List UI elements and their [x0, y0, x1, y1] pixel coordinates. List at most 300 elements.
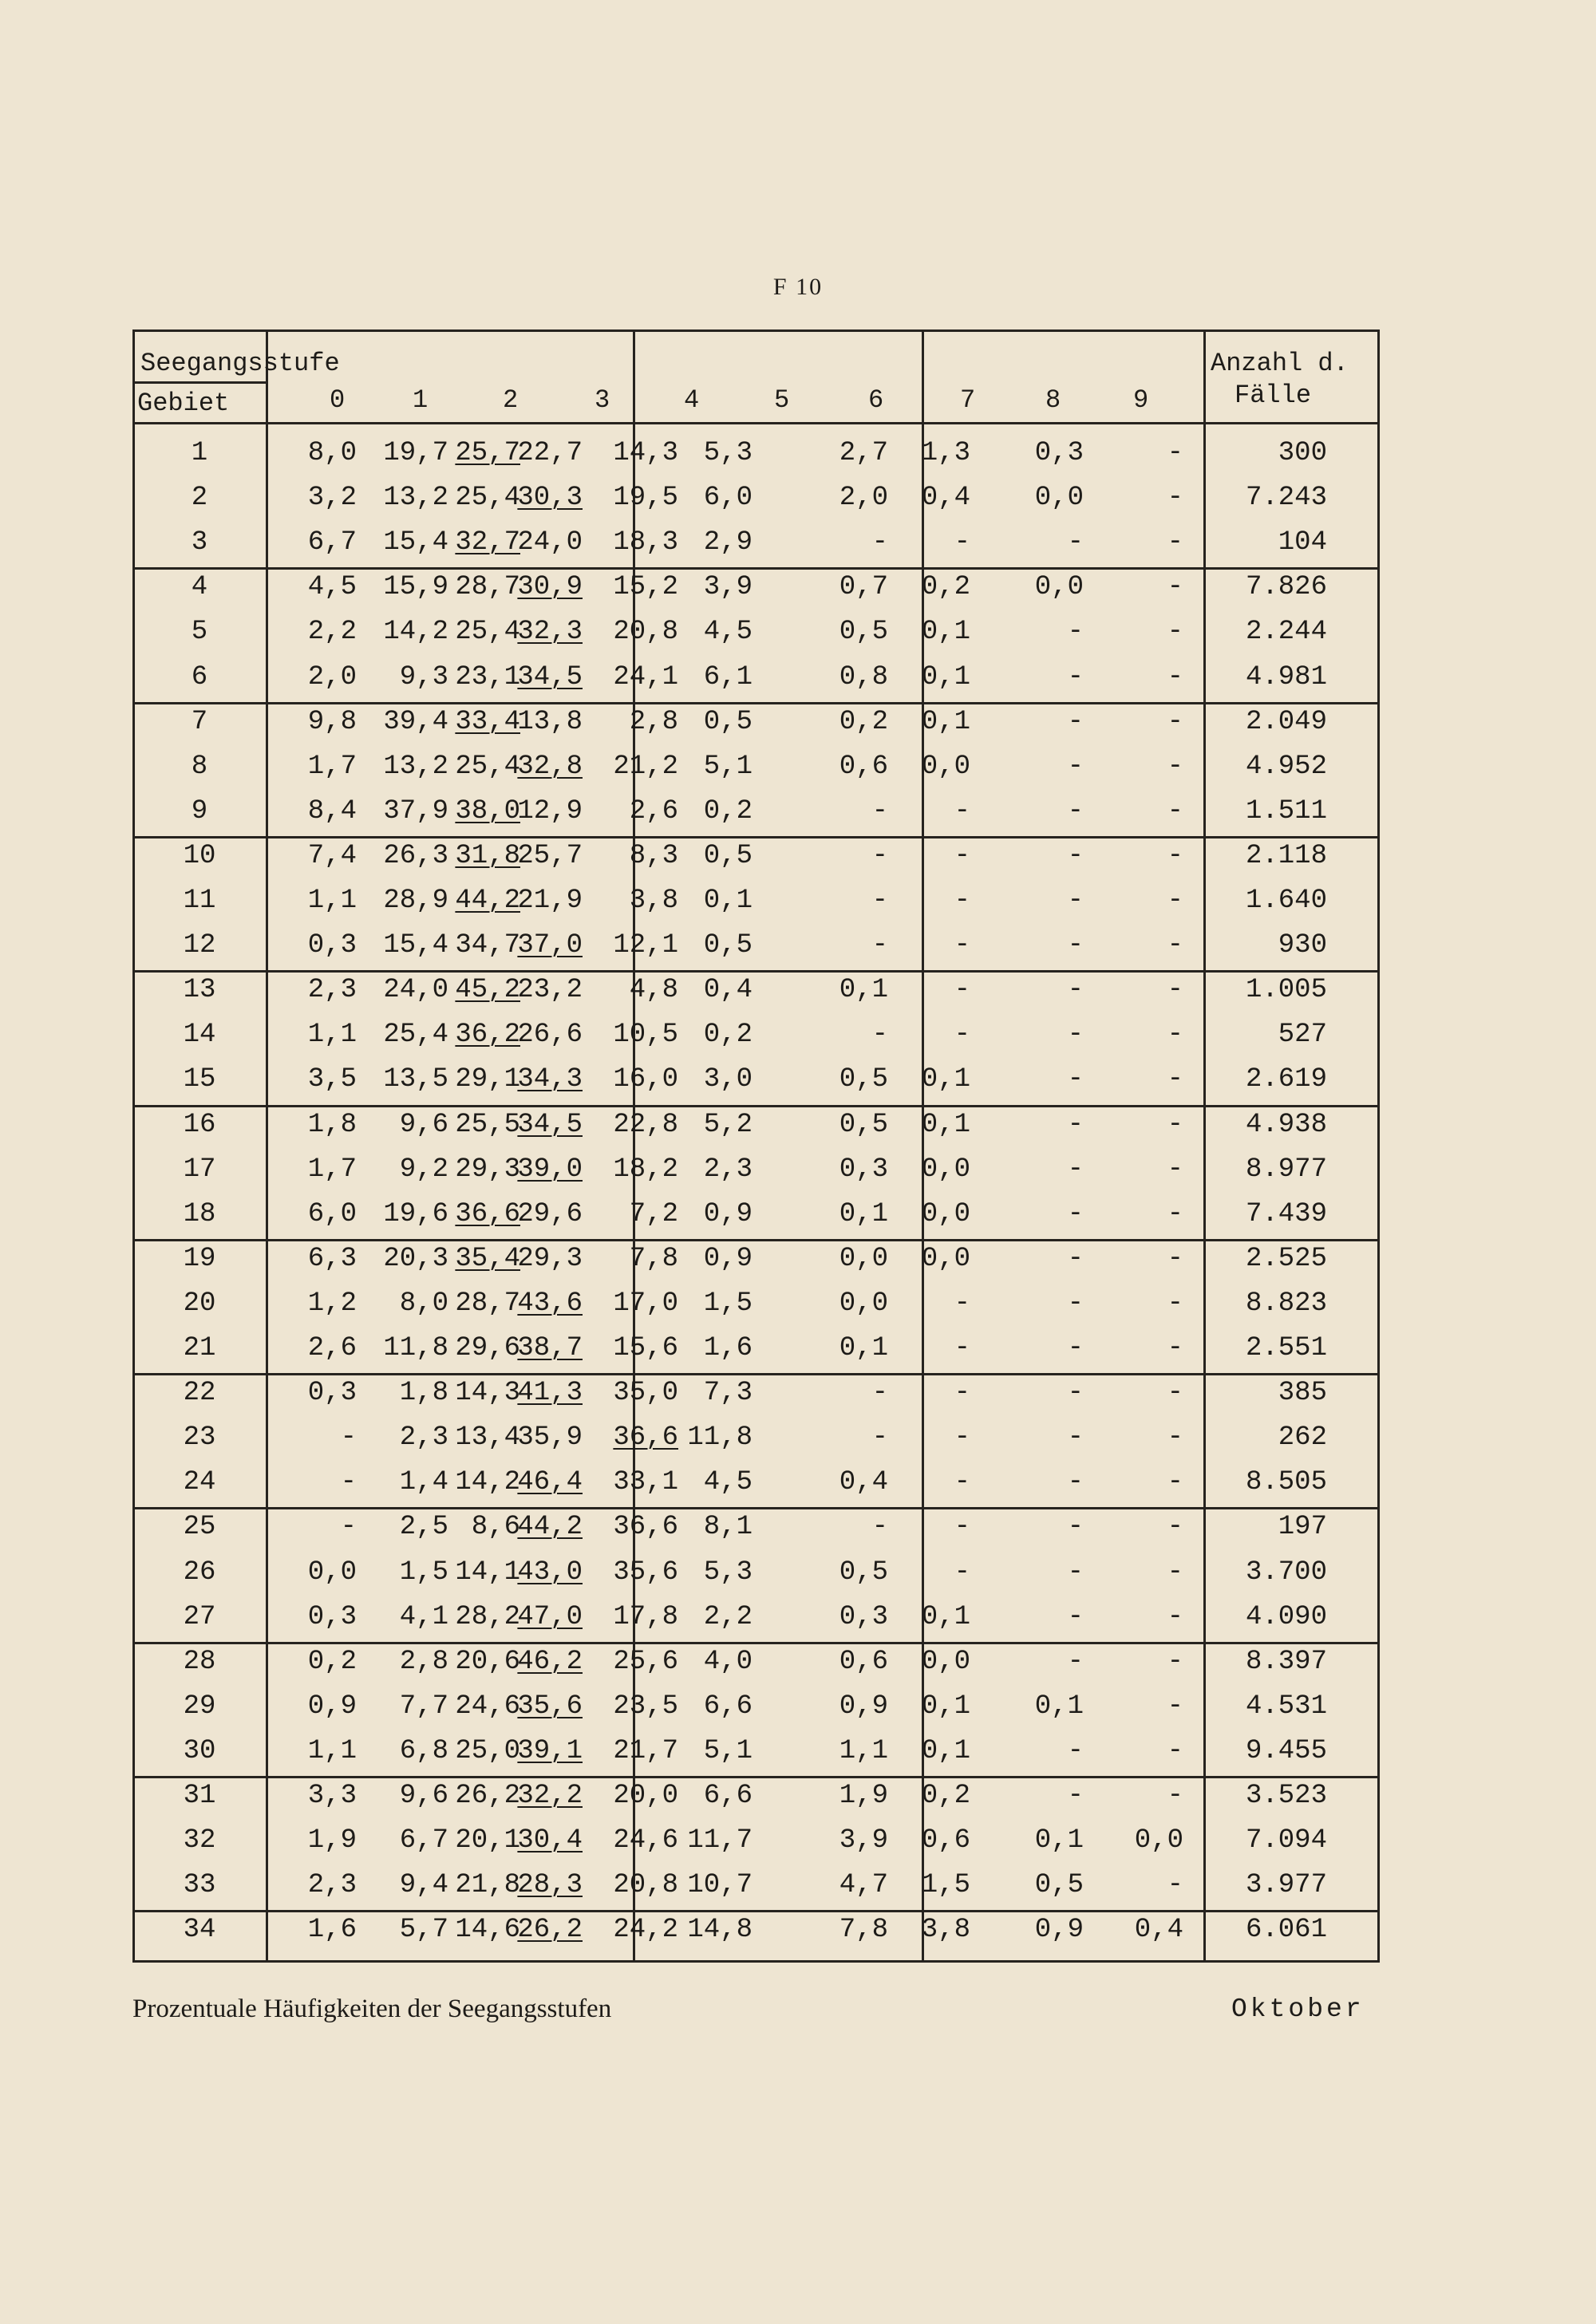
- value-cell-stufe-3: 21,9: [517, 886, 583, 916]
- value-cell-stufe-6: -: [871, 527, 888, 558]
- value-cell-stufe-1: 1,8: [399, 1378, 448, 1408]
- value-cell-stufe-4: 19,5: [613, 483, 678, 513]
- value-cell-stufe-7: -: [954, 1512, 970, 1542]
- anzahl-cell: 262: [1278, 1422, 1327, 1453]
- value-cell-stufe-5: 6,6: [703, 1781, 753, 1811]
- header-anzahl: Anzahl d.: [1211, 349, 1349, 378]
- value-cell-stufe-2: 33,4: [455, 707, 520, 737]
- value-cell-stufe-1: 28,9: [383, 886, 448, 916]
- value-cell-stufe-3: 23,2: [517, 975, 583, 1005]
- value-cell-stufe-8: 0,0: [1034, 572, 1084, 602]
- value-cell-stufe-3: 37,0: [517, 930, 583, 961]
- value-cell-stufe-8: -: [1067, 1199, 1084, 1229]
- value-cell-stufe-6: 0,5: [839, 1110, 888, 1140]
- value-cell-stufe-5: 6,0: [703, 483, 753, 513]
- value-cell-stufe-0: 6,3: [307, 1244, 357, 1274]
- gebiet-cell: 12: [183, 930, 216, 961]
- value-cell-stufe-0: 1,1: [307, 886, 357, 916]
- value-cell-stufe-6: 7,8: [839, 1915, 888, 1945]
- gebiet-cell: 10: [183, 841, 216, 871]
- header-gebiet: Gebiet: [137, 389, 230, 418]
- value-cell-stufe-0: 9,8: [307, 707, 357, 737]
- value-cell-stufe-0: 6,0: [307, 1199, 357, 1229]
- value-cell-stufe-8: -: [1067, 1557, 1084, 1588]
- value-cell-stufe-6: 0,1: [839, 975, 888, 1005]
- value-cell-stufe-3: 30,4: [517, 1825, 583, 1856]
- anzahl-cell: 2.551: [1245, 1333, 1327, 1363]
- value-cell-stufe-4: 35,0: [613, 1378, 678, 1408]
- header-stufe-6: 6: [868, 385, 884, 415]
- value-cell-stufe-0: 8,0: [307, 438, 357, 468]
- value-cell-stufe-8: -: [1067, 1422, 1084, 1453]
- value-cell-stufe-9: -: [1167, 572, 1183, 602]
- value-cell-stufe-8: -: [1067, 1736, 1084, 1766]
- gebiet-cell: 13: [183, 975, 216, 1005]
- value-cell-stufe-2: 14,2: [455, 1467, 520, 1497]
- value-cell-stufe-7: 0,0: [921, 1154, 970, 1185]
- value-cell-stufe-7: 0,1: [921, 1064, 970, 1095]
- value-cell-stufe-8: -: [1067, 1602, 1084, 1632]
- header-stufe-2: 2: [503, 385, 519, 415]
- gebiet-box-line: [132, 381, 267, 384]
- gebiet-cell: 11: [183, 886, 216, 916]
- value-cell-stufe-3: 39,0: [517, 1154, 583, 1185]
- value-cell-stufe-4: 25,6: [613, 1647, 678, 1677]
- value-cell-stufe-0: 0,3: [307, 1602, 357, 1632]
- column-divider: [1203, 329, 1206, 1963]
- value-cell-stufe-3: 28,3: [517, 1870, 583, 1900]
- value-cell-stufe-3: 32,3: [517, 617, 583, 647]
- value-cell-stufe-5: 0,4: [703, 975, 753, 1005]
- value-cell-stufe-2: 24,6: [455, 1691, 520, 1722]
- anzahl-cell: 930: [1278, 930, 1327, 961]
- value-cell-stufe-4: 10,5: [613, 1020, 678, 1050]
- value-cell-stufe-8: -: [1067, 707, 1084, 737]
- value-cell-stufe-9: -: [1167, 1020, 1183, 1050]
- value-cell-stufe-8: -: [1067, 617, 1084, 647]
- gebiet-cell: 16: [183, 1110, 216, 1140]
- header-stufe-8: 8: [1045, 385, 1061, 415]
- header-seegangsstufe: Seegangsstufe: [140, 349, 340, 378]
- value-cell-stufe-1: 37,9: [383, 796, 448, 827]
- value-cell-stufe-5: 0,5: [703, 930, 753, 961]
- value-cell-stufe-7: 1,3: [921, 438, 970, 468]
- value-cell-stufe-3: 26,6: [517, 1020, 583, 1050]
- value-cell-stufe-3: 12,9: [517, 796, 583, 827]
- gebiet-cell: 32: [183, 1825, 216, 1856]
- value-cell-stufe-9: -: [1167, 1064, 1183, 1095]
- value-cell-stufe-0: 2,6: [307, 1333, 357, 1363]
- group-divider: [132, 1910, 1380, 1912]
- value-cell-stufe-4: 7,2: [629, 1199, 678, 1229]
- value-cell-stufe-9: -: [1167, 483, 1183, 513]
- value-cell-stufe-1: 15,9: [383, 572, 448, 602]
- value-cell-stufe-4: 16,0: [613, 1064, 678, 1095]
- value-cell-stufe-1: 26,3: [383, 841, 448, 871]
- value-cell-stufe-4: 20,0: [613, 1781, 678, 1811]
- value-cell-stufe-0: 7,4: [307, 841, 357, 871]
- gebiet-cell: 5: [191, 617, 208, 647]
- value-cell-stufe-6: -: [871, 1378, 888, 1408]
- value-cell-stufe-0: 1,8: [307, 1110, 357, 1140]
- value-cell-stufe-5: 0,5: [703, 841, 753, 871]
- anzahl-cell: 2.525: [1245, 1244, 1327, 1274]
- value-cell-stufe-7: 0,1: [921, 1110, 970, 1140]
- value-cell-stufe-1: 9,4: [399, 1870, 448, 1900]
- value-cell-stufe-8: 0,3: [1034, 438, 1084, 468]
- value-cell-stufe-3: 25,7: [517, 841, 583, 871]
- anzahl-cell: 3.700: [1245, 1557, 1327, 1588]
- value-cell-stufe-0: 4,5: [307, 572, 357, 602]
- anzahl-cell: 4.981: [1245, 662, 1327, 692]
- value-cell-stufe-2: 21,8: [455, 1870, 520, 1900]
- value-cell-stufe-0: 1,1: [307, 1020, 357, 1050]
- anzahl-cell: 3.523: [1245, 1781, 1327, 1811]
- value-cell-stufe-6: -: [871, 886, 888, 916]
- value-cell-stufe-3: 30,9: [517, 572, 583, 602]
- value-cell-stufe-3: 35,9: [517, 1422, 583, 1453]
- value-cell-stufe-6: 0,1: [839, 1333, 888, 1363]
- value-cell-stufe-1: 4,1: [399, 1602, 448, 1632]
- value-cell-stufe-1: 20,3: [383, 1244, 448, 1274]
- value-cell-stufe-8: -: [1067, 1333, 1084, 1363]
- value-cell-stufe-3: 35,6: [517, 1691, 583, 1722]
- anzahl-cell: 7.243: [1245, 483, 1327, 513]
- gebiet-cell: 3: [191, 527, 208, 558]
- header-divider: [132, 422, 1380, 424]
- value-cell-stufe-1: 2,8: [399, 1647, 448, 1677]
- value-cell-stufe-2: 13,4: [455, 1422, 520, 1453]
- value-cell-stufe-9: -: [1167, 886, 1183, 916]
- gebiet-cell: 22: [183, 1378, 216, 1408]
- value-cell-stufe-4: 15,2: [613, 572, 678, 602]
- value-cell-stufe-8: 0,5: [1034, 1870, 1084, 1900]
- value-cell-stufe-0: 3,3: [307, 1781, 357, 1811]
- value-cell-stufe-1: 19,7: [383, 438, 448, 468]
- value-cell-stufe-7: -: [954, 1333, 970, 1363]
- value-cell-stufe-3: 32,2: [517, 1781, 583, 1811]
- value-cell-stufe-0: 8,4: [307, 796, 357, 827]
- value-cell-stufe-5: 0,9: [703, 1199, 753, 1229]
- value-cell-stufe-3: 47,0: [517, 1602, 583, 1632]
- value-cell-stufe-4: 20,8: [613, 617, 678, 647]
- value-cell-stufe-4: 2,6: [629, 796, 678, 827]
- value-cell-stufe-8: -: [1067, 1781, 1084, 1811]
- value-cell-stufe-5: 3,9: [703, 572, 753, 602]
- value-cell-stufe-7: -: [954, 1020, 970, 1050]
- gebiet-cell: 6: [191, 662, 208, 692]
- value-cell-stufe-6: 0,5: [839, 617, 888, 647]
- value-cell-stufe-5: 8,1: [703, 1512, 753, 1542]
- value-cell-stufe-5: 11,7: [687, 1825, 753, 1856]
- value-cell-stufe-6: 0,5: [839, 1064, 888, 1095]
- value-cell-stufe-0: 0,3: [307, 1378, 357, 1408]
- value-cell-stufe-6: -: [871, 1422, 888, 1453]
- group-divider: [132, 1507, 1380, 1509]
- value-cell-stufe-3: 32,8: [517, 752, 583, 782]
- value-cell-stufe-9: -: [1167, 841, 1183, 871]
- value-cell-stufe-0: 2,2: [307, 617, 357, 647]
- value-cell-stufe-2: 44,2: [455, 886, 520, 916]
- value-cell-stufe-6: 0,0: [839, 1244, 888, 1274]
- value-cell-stufe-2: 32,7: [455, 527, 520, 558]
- value-cell-stufe-7: -: [954, 1557, 970, 1588]
- value-cell-stufe-7: 0,1: [921, 707, 970, 737]
- gebiet-cell: 30: [183, 1736, 216, 1766]
- value-cell-stufe-4: 33,1: [613, 1467, 678, 1497]
- value-cell-stufe-1: 9,6: [399, 1110, 448, 1140]
- value-cell-stufe-3: 43,0: [517, 1557, 583, 1588]
- value-cell-stufe-3: 46,2: [517, 1647, 583, 1677]
- value-cell-stufe-5: 3,0: [703, 1064, 753, 1095]
- value-cell-stufe-5: 6,1: [703, 662, 753, 692]
- value-cell-stufe-1: 14,2: [383, 617, 448, 647]
- value-cell-stufe-9: -: [1167, 1378, 1183, 1408]
- value-cell-stufe-2: 25,4: [455, 617, 520, 647]
- value-cell-stufe-4: 4,8: [629, 975, 678, 1005]
- value-cell-stufe-2: 38,0: [455, 796, 520, 827]
- anzahl-cell: 385: [1278, 1378, 1327, 1408]
- value-cell-stufe-6: 0,8: [839, 662, 888, 692]
- value-cell-stufe-8: -: [1067, 527, 1084, 558]
- value-cell-stufe-5: 11,8: [687, 1422, 753, 1453]
- value-cell-stufe-3: 41,3: [517, 1378, 583, 1408]
- value-cell-stufe-8: -: [1067, 752, 1084, 782]
- value-cell-stufe-1: 39,4: [383, 707, 448, 737]
- value-cell-stufe-2: 25,4: [455, 483, 520, 513]
- value-cell-stufe-7: -: [954, 1422, 970, 1453]
- value-cell-stufe-7: -: [954, 1288, 970, 1319]
- gebiet-cell: 26: [183, 1557, 216, 1588]
- value-cell-stufe-3: 24,0: [517, 527, 583, 558]
- anzahl-cell: 104: [1278, 527, 1327, 558]
- value-cell-stufe-4: 21,2: [613, 752, 678, 782]
- gebiet-cell: 20: [183, 1288, 216, 1319]
- value-cell-stufe-8: -: [1067, 1288, 1084, 1319]
- anzahl-cell: 4.090: [1245, 1602, 1327, 1632]
- header-stufe-0: 0: [330, 385, 346, 415]
- value-cell-stufe-9: -: [1167, 1467, 1183, 1497]
- value-cell-stufe-7: 0,1: [921, 617, 970, 647]
- value-cell-stufe-7: 0,2: [921, 572, 970, 602]
- page-number: F 10: [772, 274, 824, 300]
- gebiet-cell: 23: [183, 1422, 216, 1453]
- value-cell-stufe-4: 36,6: [613, 1512, 678, 1542]
- value-cell-stufe-6: 0,9: [839, 1691, 888, 1722]
- value-cell-stufe-0: 3,5: [307, 1064, 357, 1095]
- value-cell-stufe-7: -: [954, 527, 970, 558]
- anzahl-cell: 2.244: [1245, 617, 1327, 647]
- value-cell-stufe-3: 29,6: [517, 1199, 583, 1229]
- gebiet-cell: 7: [191, 707, 208, 737]
- value-cell-stufe-7: 0,2: [921, 1781, 970, 1811]
- anzahl-cell: 4.938: [1245, 1110, 1327, 1140]
- value-cell-stufe-2: 29,6: [455, 1333, 520, 1363]
- anzahl-cell: 1.005: [1245, 975, 1327, 1005]
- value-cell-stufe-7: -: [954, 841, 970, 871]
- value-cell-stufe-2: 20,6: [455, 1647, 520, 1677]
- value-cell-stufe-6: 0,6: [839, 1647, 888, 1677]
- value-cell-stufe-6: -: [871, 1512, 888, 1542]
- value-cell-stufe-5: 0,5: [703, 707, 753, 737]
- gebiet-cell: 1: [191, 438, 208, 468]
- header-stufe-4: 4: [684, 385, 700, 415]
- value-cell-stufe-5: 1,5: [703, 1288, 753, 1319]
- value-cell-stufe-4: 24,6: [613, 1825, 678, 1856]
- value-cell-stufe-1: 24,0: [383, 975, 448, 1005]
- value-cell-stufe-9: -: [1167, 1647, 1183, 1677]
- anzahl-cell: 4.952: [1245, 752, 1327, 782]
- value-cell-stufe-9: -: [1167, 1199, 1183, 1229]
- value-cell-stufe-3: 39,1: [517, 1736, 583, 1766]
- value-cell-stufe-4: 20,8: [613, 1870, 678, 1900]
- value-cell-stufe-5: 5,2: [703, 1110, 753, 1140]
- anzahl-cell: 300: [1278, 438, 1327, 468]
- anzahl-cell: 7.826: [1245, 572, 1327, 602]
- value-cell-stufe-4: 8,3: [629, 841, 678, 871]
- value-cell-stufe-9: 0,0: [1134, 1825, 1183, 1856]
- value-cell-stufe-1: 9,6: [399, 1781, 448, 1811]
- value-cell-stufe-4: 18,2: [613, 1154, 678, 1185]
- group-divider: [132, 567, 1380, 570]
- value-cell-stufe-4: 36,6: [613, 1422, 678, 1453]
- value-cell-stufe-4: 17,0: [613, 1288, 678, 1319]
- value-cell-stufe-0: 1,9: [307, 1825, 357, 1856]
- value-cell-stufe-0: 0,0: [307, 1557, 357, 1588]
- value-cell-stufe-7: -: [954, 930, 970, 961]
- anzahl-cell: 9.455: [1245, 1736, 1327, 1766]
- gebiet-cell: 31: [183, 1781, 216, 1811]
- value-cell-stufe-3: 26,2: [517, 1915, 583, 1945]
- group-divider: [132, 970, 1380, 973]
- value-cell-stufe-3: 22,7: [517, 438, 583, 468]
- value-cell-stufe-9: -: [1167, 1512, 1183, 1542]
- value-cell-stufe-2: 28,7: [455, 1288, 520, 1319]
- value-cell-stufe-6: 0,0: [839, 1288, 888, 1319]
- anzahl-cell: 197: [1278, 1512, 1327, 1542]
- anzahl-cell: 3.977: [1245, 1870, 1327, 1900]
- value-cell-stufe-0: 1,1: [307, 1736, 357, 1766]
- value-cell-stufe-5: 0,2: [703, 796, 753, 827]
- value-cell-stufe-4: 24,1: [613, 662, 678, 692]
- value-cell-stufe-0: 1,2: [307, 1288, 357, 1319]
- gebiet-cell: 17: [183, 1154, 216, 1185]
- value-cell-stufe-7: 0,0: [921, 1199, 970, 1229]
- value-cell-stufe-8: -: [1067, 1647, 1084, 1677]
- value-cell-stufe-1: 19,6: [383, 1199, 448, 1229]
- value-cell-stufe-2: 28,2: [455, 1602, 520, 1632]
- value-cell-stufe-3: 43,6: [517, 1288, 583, 1319]
- value-cell-stufe-7: 0,1: [921, 1691, 970, 1722]
- value-cell-stufe-8: 0,1: [1034, 1825, 1084, 1856]
- value-cell-stufe-7: 0,0: [921, 752, 970, 782]
- value-cell-stufe-6: 1,9: [839, 1781, 888, 1811]
- gebiet-cell: 2: [191, 483, 208, 513]
- anzahl-cell: 8.823: [1245, 1288, 1327, 1319]
- value-cell-stufe-4: 7,8: [629, 1244, 678, 1274]
- anzahl-cell: 4.531: [1245, 1691, 1327, 1722]
- value-cell-stufe-1: 15,4: [383, 930, 448, 961]
- value-cell-stufe-4: 21,7: [613, 1736, 678, 1766]
- gebiet-cell: 9: [191, 796, 208, 827]
- value-cell-stufe-9: -: [1167, 1110, 1183, 1140]
- anzahl-cell: 8.397: [1245, 1647, 1327, 1677]
- value-cell-stufe-0: 0,3: [307, 930, 357, 961]
- value-cell-stufe-9: -: [1167, 1244, 1183, 1274]
- value-cell-stufe-7: 0,1: [921, 1736, 970, 1766]
- value-cell-stufe-8: -: [1067, 1110, 1084, 1140]
- gebiet-cell: 34: [183, 1915, 216, 1945]
- value-cell-stufe-4: 35,6: [613, 1557, 678, 1588]
- header-faelle: Fälle: [1235, 381, 1312, 410]
- value-cell-stufe-8: -: [1067, 1064, 1084, 1095]
- value-cell-stufe-8: -: [1067, 975, 1084, 1005]
- gebiet-cell: 18: [183, 1199, 216, 1229]
- value-cell-stufe-6: 2,0: [839, 483, 888, 513]
- value-cell-stufe-6: 0,1: [839, 1199, 888, 1229]
- value-cell-stufe-0: 0,2: [307, 1647, 357, 1677]
- value-cell-stufe-5: 0,1: [703, 886, 753, 916]
- value-cell-stufe-8: -: [1067, 1244, 1084, 1274]
- column-divider: [266, 329, 268, 1963]
- value-cell-stufe-1: 6,8: [399, 1736, 448, 1766]
- value-cell-stufe-2: 14,3: [455, 1378, 520, 1408]
- value-cell-stufe-9: -: [1167, 527, 1183, 558]
- value-cell-stufe-9: -: [1167, 1154, 1183, 1185]
- value-cell-stufe-9: 0,4: [1134, 1915, 1183, 1945]
- value-cell-stufe-4: 23,5: [613, 1691, 678, 1722]
- value-cell-stufe-1: 13,2: [383, 483, 448, 513]
- value-cell-stufe-5: 10,7: [687, 1870, 753, 1900]
- value-cell-stufe-8: -: [1067, 1512, 1084, 1542]
- value-cell-stufe-6: -: [871, 796, 888, 827]
- value-cell-stufe-1: 9,3: [399, 662, 448, 692]
- value-cell-stufe-3: 34,5: [517, 1110, 583, 1140]
- value-cell-stufe-5: 4,5: [703, 1467, 753, 1497]
- value-cell-stufe-1: 7,7: [399, 1691, 448, 1722]
- value-cell-stufe-3: 34,3: [517, 1064, 583, 1095]
- gebiet-cell: 8: [191, 752, 208, 782]
- value-cell-stufe-1: 5,7: [399, 1915, 448, 1945]
- value-cell-stufe-1: 13,5: [383, 1064, 448, 1095]
- value-cell-stufe-9: -: [1167, 707, 1183, 737]
- value-cell-stufe-1: 1,4: [399, 1467, 448, 1497]
- value-cell-stufe-2: 31,8: [455, 841, 520, 871]
- anzahl-cell: 527: [1278, 1020, 1327, 1050]
- value-cell-stufe-4: 15,6: [613, 1333, 678, 1363]
- group-divider: [132, 1105, 1380, 1107]
- anzahl-cell: 1.640: [1245, 886, 1327, 916]
- value-cell-stufe-7: 0,6: [921, 1825, 970, 1856]
- month-label: Oktober: [1231, 1995, 1365, 2024]
- value-cell-stufe-3: 44,2: [517, 1512, 583, 1542]
- gebiet-cell: 24: [183, 1467, 216, 1497]
- value-cell-stufe-6: 0,5: [839, 1557, 888, 1588]
- value-cell-stufe-9: -: [1167, 1333, 1183, 1363]
- value-cell-stufe-7: 0,1: [921, 662, 970, 692]
- value-cell-stufe-2: 36,2: [455, 1020, 520, 1050]
- value-cell-stufe-9: -: [1167, 1781, 1183, 1811]
- gebiet-cell: 14: [183, 1020, 216, 1050]
- value-cell-stufe-5: 0,2: [703, 1020, 753, 1050]
- value-cell-stufe-1: 13,2: [383, 752, 448, 782]
- value-cell-stufe-8: -: [1067, 796, 1084, 827]
- value-cell-stufe-7: -: [954, 1378, 970, 1408]
- value-cell-stufe-7: 3,8: [921, 1915, 970, 1945]
- group-divider: [132, 702, 1380, 704]
- value-cell-stufe-6: 2,7: [839, 438, 888, 468]
- value-cell-stufe-9: -: [1167, 438, 1183, 468]
